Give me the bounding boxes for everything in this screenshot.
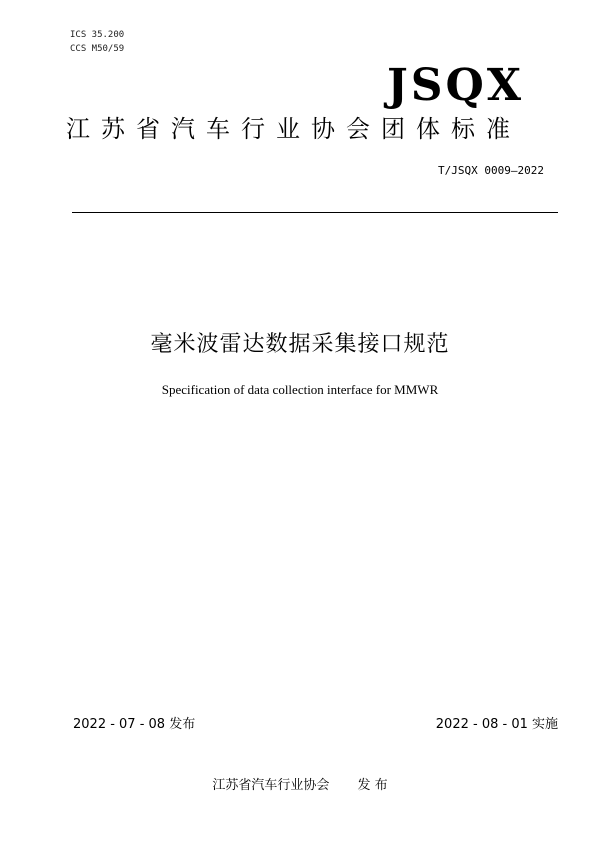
publish-date: 2022 - 07 - 08 发布 (73, 717, 196, 732)
publisher-name: 江苏省汽车行业协会 (212, 778, 330, 793)
publisher-line (0, 777, 600, 795)
brand-logo-text: JSQX (386, 60, 524, 111)
header-divider (72, 212, 558, 213)
ics-code: ICS 35.200 (70, 30, 125, 40)
classification-codes (70, 28, 124, 56)
org-standard-title: 江苏省汽车行业协会团体标准 (66, 115, 521, 143)
ccs-code: CCS M50/59 (70, 44, 125, 54)
standard-number: T/JSQX 0009—2022 (438, 164, 544, 177)
publish-action: 发 布 (357, 778, 388, 793)
document-title-zh: 毫米波雷达数据采集接口规范 (150, 332, 450, 357)
implement-date: 2022 - 08 - 01 实施 (435, 717, 558, 732)
document-title-en: Specification of data collection interface for MMWR (161, 382, 439, 397)
